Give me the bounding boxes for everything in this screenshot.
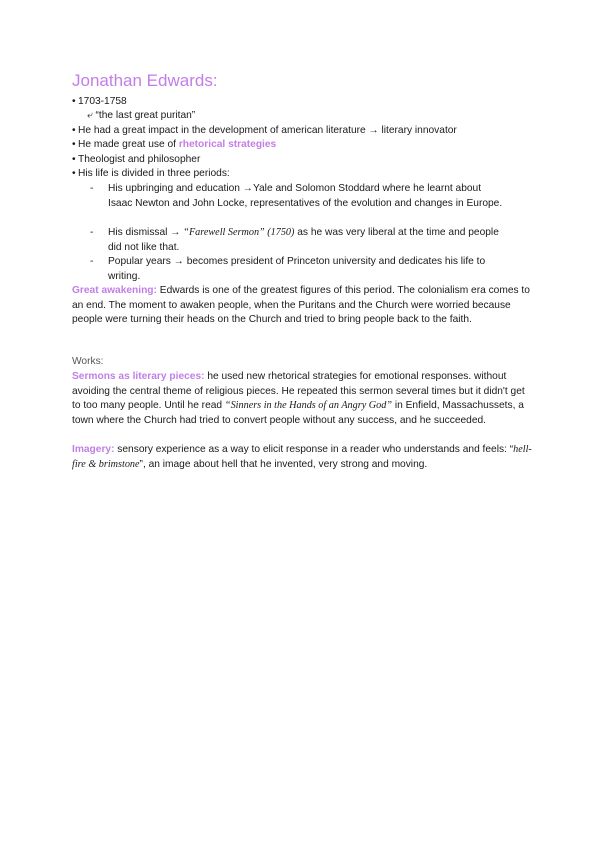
sermons-text-2: in Enfield, Massachussets, a town where the Church had tried to convert people without any success, and he succeeded. (72, 400, 524, 426)
bullet-dot-icon: • (72, 139, 76, 150)
years-text: 1703-1758 (78, 96, 127, 107)
imagery-label: Imagery: (72, 444, 115, 455)
rhetoric-highlight: rhetorical strategies (178, 139, 277, 150)
bullet-dot-icon: • (72, 168, 76, 179)
sermons-text-1: he used new rhetorical strategies for emotional responses. without avoiding the central theme of religious pieces. He repeated this sermon several times but it didn't get to too many people. Until he read (72, 371, 525, 412)
dash-icon: - (90, 227, 94, 238)
bullet-years (72, 95, 127, 110)
period-2-pre: His dismissal → (108, 227, 184, 238)
great-awakening-label: Great awakening: (72, 285, 157, 296)
sermons-paragraph (72, 370, 532, 428)
imagery-text-2: ”, an image about hell that he invented, very strong and moving. (139, 458, 428, 470)
bullet-dot-icon: • (72, 125, 76, 136)
sermons-label: Sermons as literary pieces: (72, 371, 205, 382)
bullet-dot-icon: • (72, 154, 76, 165)
period-1: His upbringing and education →Yale and Solomon Stoddard where he learnt about Isaac Newton and John Locke, representatives of the evolution and changes in Europe. (108, 183, 503, 209)
theologist-text: Theologist and philosopher (78, 154, 201, 165)
impact-text: He had a great impact in the development of american literature → literary innovator (78, 125, 457, 136)
great-awakening-text: Edwards is one of the greatest figures of this period. The colonialism era comes to an end. The moment to awaken people, when the Puritans and the Church were worried because people were turning their heads on the Church and tried to bring people back to the faith. (72, 285, 530, 326)
works-heading: Works: (72, 356, 104, 367)
sinners-title: “Sinners in the Hands of an Angry God” (224, 400, 392, 412)
period-2-post: as he was very liberal at the time and people did not like that. (108, 227, 499, 253)
period-2 (108, 226, 503, 255)
hellfire-phrase: hell-fire & brimstone (72, 444, 532, 470)
rhetoric-prefix: He made great use of (78, 139, 179, 150)
bullet-theologist (72, 153, 200, 168)
nickname-line: ⤶ “the last great puritan” (87, 110, 196, 121)
farewell-sermon-title: “Farewell Sermon” (1750) (183, 227, 295, 238)
bullet-rhetoric (72, 138, 276, 153)
page-title: Jonathan Edwards: (72, 71, 218, 90)
period-3: Popular years → becomes president of Princeton university and dedicates his life to writing. (108, 256, 486, 282)
bullet-impact (72, 124, 457, 139)
dash-icon: - (90, 183, 94, 194)
dash-icon: - (90, 256, 94, 267)
great-awakening-paragraph (72, 284, 532, 328)
periods-text: His life is divided in three periods: (78, 168, 230, 179)
bullet-dot-icon: • (72, 96, 76, 107)
imagery-paragraph (72, 443, 532, 472)
imagery-text-1: sensory experience as a way to elicit response in a reader who understands and feels: “ (114, 444, 514, 455)
bullet-periods (72, 167, 230, 182)
